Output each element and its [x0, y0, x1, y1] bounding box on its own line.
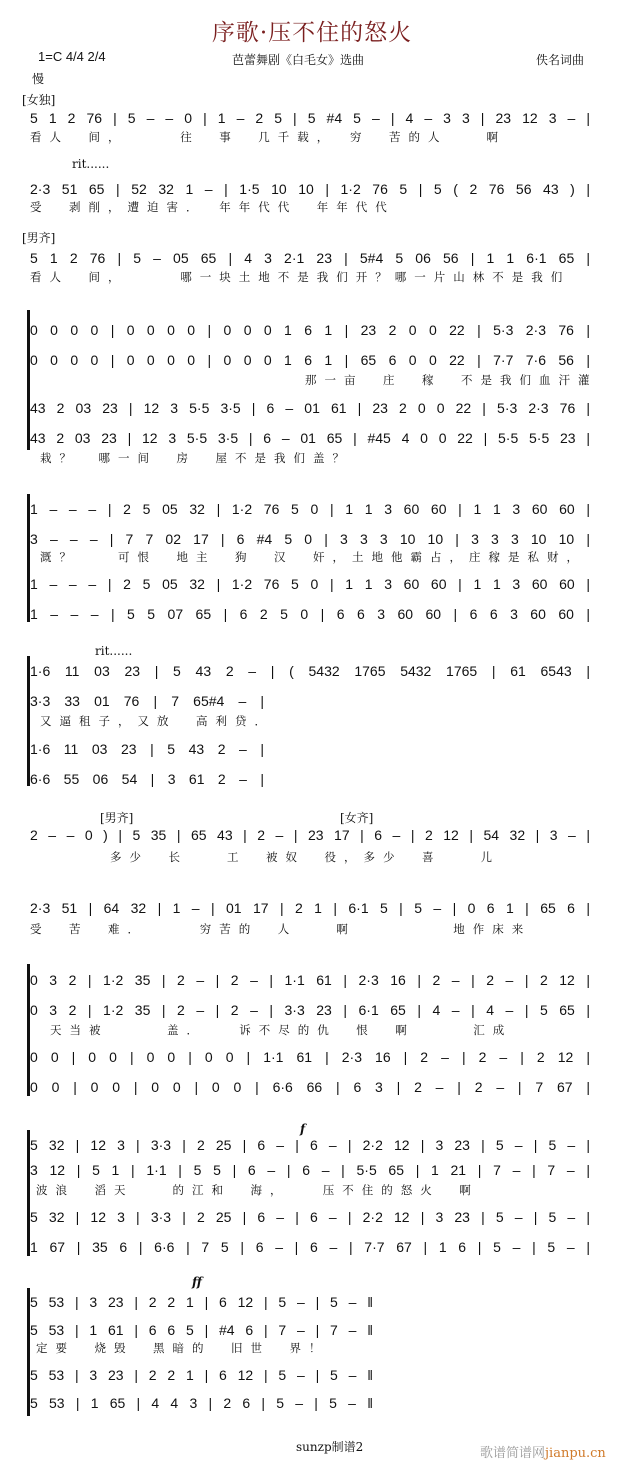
- section-label: [男齐]: [100, 811, 134, 825]
- lyric-line: 看人 间， 往 事 几千载， 穷 苦的人 啊: [30, 130, 506, 144]
- lyric-line: 波浪 滔天 的江和 海， 压不住的怒火 啊: [36, 1183, 479, 1197]
- lyric-line: 受 苦 难． 穷苦的 人 啊 地作床来: [30, 922, 532, 936]
- notation-row: 5 53 | 3 23 | 2 2 1 | 6 12 | 5 – | 5 – ‖: [30, 1367, 373, 1383]
- notation-row: 43 2 03 23 | 12 3 5·5 3·5 | 6 – 01 65 | #45 4 0 0 22 | 5·5 5·5 23 |: [30, 430, 590, 446]
- transcriber-credit: sunzp制谱2: [296, 1440, 364, 1454]
- notation-row: 6·6 55 06 54 | 3 61 2 – |: [30, 771, 264, 787]
- notation-row: 0 0 | 0 0 | 0 0 | 0 0 | 1·1 61 | 2·3 16 | 2 – | 2 – | 2 12 |: [30, 1049, 590, 1065]
- credits: 佚名词曲: [536, 53, 585, 67]
- notation-row: 1·6 11 03 23 | 5 43 2 – | ( 5432 1765 5432 1765 | 61 6543 |: [30, 663, 590, 679]
- lyric-line: 看人 间， 哪一块土地不是我们开？哪一片山林不是我们: [30, 270, 571, 284]
- lyric-line: 栽？ 哪一间 房 屋不是我们盖？: [40, 451, 352, 465]
- notation-row: 3 – – – | 7 7 02 17 | 6 #4 5 0 | 3 3 3 10 10 | 3 3 3 10 10 |: [30, 531, 590, 547]
- song-title: 序歌·压不住的怒火: [211, 20, 413, 46]
- notation-row: 5 53 | 1 61 | 6 6 5 | #4 6 | 7 – | 7 – ‖: [30, 1322, 373, 1338]
- notation-row: 1 – – – | 5 5 07 65 | 6 2 5 0 | 6 6 3 60 60 | 6 6 3 60 60 |: [30, 606, 590, 622]
- tempo-marking: 慢: [32, 72, 45, 86]
- notation-row: 0 0 0 0 | 0 0 0 0 | 0 0 0 1 6 1 | 23 2 0 0 22 | 5·3 2·3 76 |: [30, 322, 590, 338]
- notation-row: 5 53 | 1 65 | 4 4 3 | 2 6 | 5 – | 5 – ‖: [30, 1395, 373, 1411]
- notation-row: 1 – – – | 2 5 05 32 | 1·2 76 5 0 | 1 1 3 60 60 | 1 1 3 60 60 |: [30, 576, 590, 592]
- notation-row: 0 3 2 | 1·2 35 | 2 – | 2 – | 1·1 61 | 2·3 16 | 2 – | 2 – | 2 12 |: [30, 972, 590, 988]
- notation-row: 2·3 51 | 64 32 | 1 – | 01 17 | 2 1 | 6·1 5 | 5 – | 0 6 1 | 65 6 |: [30, 900, 590, 916]
- notation-row: 5 1 2 76 | 5 – 05 65 | 4 3 2·1 23 | 5#4 5 06 56 | 1 1 6·1 65 |: [30, 250, 590, 266]
- lyric-line: 又逼租子，又放 高利贷．: [40, 714, 274, 728]
- notation-row: 3 12 | 5 1 | 1·1 | 5 5 | 6 – | 6 – | 5·5 65 | 1 21 | 7 – | 7 – |: [30, 1162, 590, 1178]
- watermark-url: jianpu.cn: [545, 1446, 606, 1461]
- subtitle: 芭蕾舞剧《白毛女》选曲: [232, 53, 365, 67]
- rit-marking: rit......: [95, 644, 133, 658]
- lyric-line: 多少 长 工 被奴 役，多少 喜 儿: [110, 850, 500, 864]
- rit-marking: rit......: [72, 157, 110, 171]
- notation-row: 3·3 33 01 76 | 7 65#4 – |: [30, 693, 264, 709]
- notation-row: 5 32 | 12 3 | 3·3 | 2 25 | 6 – | 6 – | 2·2 12 | 3 23 | 5 – | 5 – |: [30, 1209, 590, 1225]
- notation-row: 2 – – 0 ) | 5 35 | 65 43 | 2 – | 23 17 | 6 – | 2 12 | 54 32 | 3 – |: [30, 827, 590, 843]
- lyric-line: 天当被 盖． 诉不尽的仇 恨 啊 汇成: [50, 1023, 513, 1037]
- notation-row: 43 2 03 23 | 12 3 5·5 3·5 | 6 – 01 61 | 23 2 0 0 22 | 5·3 2·3 76 |: [30, 400, 590, 416]
- section-label: [女独]: [22, 93, 56, 107]
- watermark: [480, 1442, 606, 1461]
- notation-row: 1·6 11 03 23 | 5 43 2 – |: [30, 741, 264, 757]
- notation-row: 0 3 2 | 1·2 35 | 2 – | 2 – | 3·3 23 | 6·1 65 | 4 – | 4 – | 5 65 |: [30, 1002, 590, 1018]
- notation-row: 0 0 0 0 | 0 0 0 0 | 0 0 0 1 6 1 | 65 6 0 0 22 | 7·7 7·6 56 |: [30, 352, 590, 368]
- fortissimo-marking: ff: [192, 1275, 202, 1289]
- notation-row: 5 53 | 3 23 | 2 2 1 | 6 12 | 5 – | 5 – ‖: [30, 1294, 373, 1310]
- notation-row: 5 32 | 12 3 | 3·3 | 2 25 | 6 – | 6 – | 2·2 12 | 3 23 | 5 – | 5 – |: [30, 1137, 590, 1153]
- lyric-line: 溉？ 可恨 地主 狗 汉 奸，土地他霸占，庄稼是私财，: [40, 550, 586, 564]
- notation-row: 2·3 51 65 | 52 32 1 – | 1·5 10 10 | 1·2 76 5 | 5 ( 2 76 56 43 ) |: [30, 181, 590, 197]
- lyric-line: 那一亩 庄 稼 不是我们血汗灌: [305, 373, 598, 387]
- section-label: [男齐]: [22, 231, 56, 245]
- notation-row: 1 – – – | 2 5 05 32 | 1·2 76 5 0 | 1 1 3 60 60 | 1 1 3 60 60 |: [30, 501, 590, 517]
- section-label: [女齐]: [340, 811, 374, 825]
- lyric-line: 定要 烧毁 黑暗的 旧世 界！: [36, 1341, 329, 1355]
- notation-row: 0 0 | 0 0 | 0 0 | 0 0 | 6·6 66 | 6 3 | 2 – | 2 – | 7 67 |: [30, 1079, 590, 1095]
- notation-row: 1 67 | 35 6 | 6·6 | 7 5 | 6 – | 6 – | 7·7 67 | 1 6 | 5 – | 5 – |: [30, 1239, 590, 1255]
- forte-marking: f: [300, 1122, 306, 1136]
- watermark-text: 歌谱简谱网: [480, 1446, 546, 1461]
- lyric-line: 受 剥削，遭迫害． 年年代代 年年代代: [30, 200, 395, 214]
- key-time-signature: 1=C 4/4 2/4: [38, 49, 106, 64]
- notation-row: 5 1 2 76 | 5 – – 0 | 1 – 2 5 | 5 #4 5 – | 4 – 3 3 | 23 12 3 – |: [30, 110, 590, 126]
